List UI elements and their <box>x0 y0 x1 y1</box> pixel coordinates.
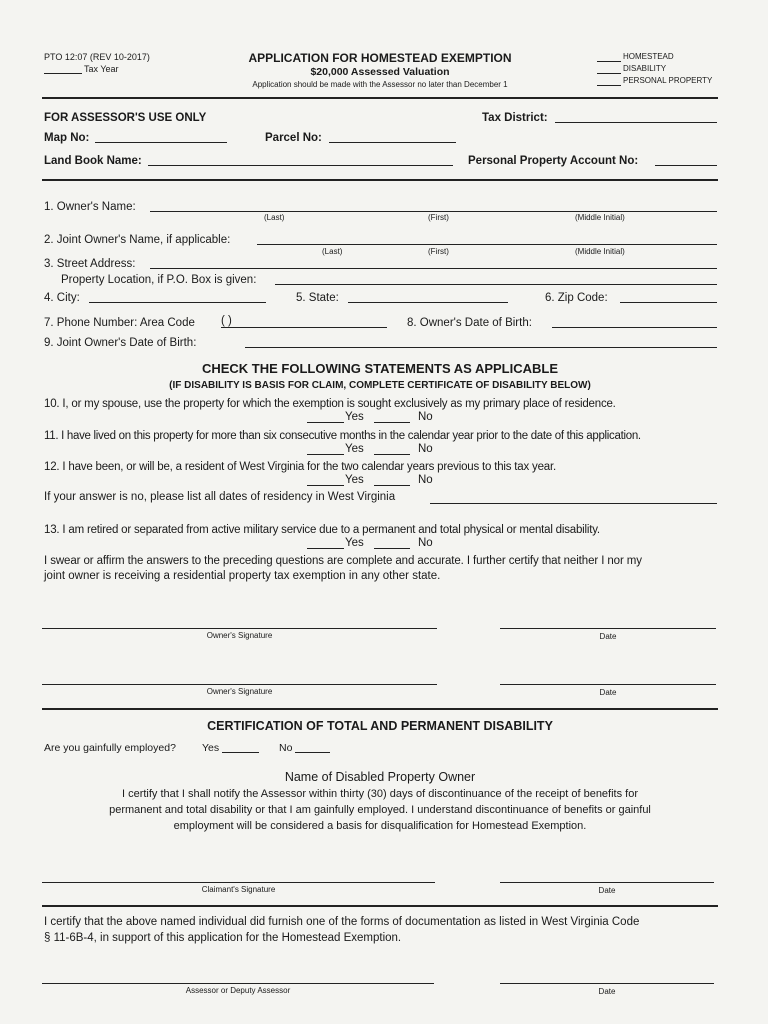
map-no-field[interactable] <box>95 142 227 143</box>
q11-yes-blank[interactable] <box>307 454 344 455</box>
divider <box>42 708 718 710</box>
assessor-signature-caption: Assessor or Deputy Assessor <box>185 986 291 995</box>
assessor-signature-line[interactable] <box>42 983 434 984</box>
q10-no-blank[interactable] <box>374 422 410 423</box>
owner-signature-line[interactable] <box>42 628 437 629</box>
assessor-date-line[interactable] <box>500 983 714 984</box>
q12-no-blank[interactable] <box>374 485 410 486</box>
no-label: No <box>418 474 433 486</box>
employed-no-blank[interactable] <box>295 752 330 753</box>
joint-owner-field[interactable] <box>257 244 717 245</box>
q10-yes-blank[interactable] <box>307 422 344 423</box>
claimant-signature-caption: Claimant's Signature <box>201 885 276 894</box>
owner-name-label: 1. Owner's Name: <box>44 201 136 213</box>
area-code-parens: ( ) <box>221 315 232 327</box>
statements-heading: CHECK THE FOLLOWING STATEMENTS AS APPLICABLE <box>201 361 559 376</box>
claimant-signature-line[interactable] <box>42 882 435 883</box>
owner-dob-label: 8. Owner's Date of Birth: <box>407 317 532 329</box>
type-homestead: HOMESTEAD <box>623 52 674 61</box>
last-caption: (Last) <box>264 213 285 222</box>
certify-text-2: permanent and total disability or that I am gainfully employed. I understand discontinuance of benefits or gainful <box>109 804 651 816</box>
pp-account-field[interactable] <box>655 165 717 166</box>
residency-field[interactable] <box>430 503 717 504</box>
tax-district-field[interactable] <box>555 122 717 123</box>
disabled-owner-name-heading: Name of Disabled Property Owner <box>284 770 476 784</box>
last-caption: (Last) <box>322 247 343 256</box>
form-subtitle: $20,000 Assessed Valuation <box>310 66 450 78</box>
zip-label: 6. Zip Code: <box>545 292 608 304</box>
form-id: PTO 12:07 (REV 10-2017) <box>44 52 150 62</box>
tax-year-blank[interactable] <box>44 73 82 74</box>
no-label: No <box>418 411 433 423</box>
parcel-no-field[interactable] <box>329 142 456 143</box>
yes-label: Yes <box>345 537 364 549</box>
phone-label: 7. Phone Number: Area Code <box>44 317 195 329</box>
joint-owner-dob-label: 9. Joint Owner's Date of Birth: <box>44 337 197 349</box>
joint-owner-dob-field[interactable] <box>245 347 717 348</box>
map-no-label: Map No: <box>44 132 90 144</box>
q13-no-blank[interactable] <box>374 548 410 549</box>
yes-label: Yes <box>345 474 364 486</box>
form-title: APPLICATION FOR HOMESTEAD EXEMPTION <box>248 51 512 65</box>
certify-text-1: I certify that I shall notify the Assessor within thirty (30) days of discontinuance of the receipt of benefits for <box>121 788 639 800</box>
state-label: 5. State: <box>296 292 339 304</box>
owner-signature-line[interactable] <box>42 684 437 685</box>
claimant-date-line[interactable] <box>500 882 714 883</box>
employed-question: Are you gainfully employed? <box>44 742 176 754</box>
residency-label: If your answer is no, please list all dates of residency in West Virginia <box>44 491 396 503</box>
street-address-field[interactable] <box>150 268 717 269</box>
street-address-label: 3. Street Address: <box>44 258 136 270</box>
employed-yes-label: Yes <box>202 742 220 754</box>
owner-name-field[interactable] <box>150 211 717 212</box>
yes-label: Yes <box>345 411 364 423</box>
owner-date-line[interactable] <box>500 684 716 685</box>
date-caption: Date <box>599 632 617 641</box>
statements-subheading: (IF DISABILITY IS BASIS FOR CLAIM, COMPLETE CERTIFICATE OF DISABILITY BELOW) <box>169 380 591 391</box>
swear-text-2: joint owner is receiving a residential property tax exemption in any other state. <box>44 570 441 582</box>
homestead-check-blank[interactable] <box>597 61 621 62</box>
zip-field[interactable] <box>620 302 717 303</box>
statement-10: 10. I, or my spouse, use the property for which the exemption is sought exclusively as my primary place of residence. <box>44 398 616 410</box>
city-label: 4. City: <box>44 292 80 304</box>
pp-account-label: Personal Property Account No: <box>468 155 639 167</box>
certify-text-3: employment will be considered a basis for disqualification for Homestead Exemption. <box>173 820 587 832</box>
form-note: Application should be made with the Assessor no later than December 1 <box>252 80 508 89</box>
divider <box>42 905 718 907</box>
land-book-label: Land Book Name: <box>44 155 142 167</box>
disability-heading: CERTIFICATION OF TOTAL AND PERMANENT DISABILITY <box>207 719 553 733</box>
disability-check-blank[interactable] <box>597 73 621 74</box>
q11-no-blank[interactable] <box>374 454 410 455</box>
state-field[interactable] <box>348 302 508 303</box>
land-book-field[interactable] <box>148 165 453 166</box>
middle-caption: (Middle Initial) <box>575 213 625 222</box>
divider <box>42 97 718 99</box>
q12-yes-blank[interactable] <box>307 485 344 486</box>
owner-signature-caption: Owner's Signature <box>206 687 273 696</box>
tax-year-label: Tax Year <box>84 64 119 74</box>
date-caption: Date <box>598 886 616 895</box>
final-certify-text-2: § 11-6B-4, in support of this application for the Homestead Exemption. <box>44 932 402 944</box>
q13-yes-blank[interactable] <box>307 548 344 549</box>
owner-date-line[interactable] <box>500 628 716 629</box>
no-label: No <box>418 537 433 549</box>
tax-district-label: Tax District: <box>482 112 548 124</box>
personal-property-check-blank[interactable] <box>597 85 621 86</box>
no-label: No <box>418 443 433 455</box>
final-certify-text-1: I certify that the above named individual did furnish one of the forms of documentation as listed in West Virginia Code <box>44 916 640 928</box>
first-caption: (First) <box>428 213 449 222</box>
statement-13: 13. I am retired or separated from active military service due to a permanent and total physical or mental disability. <box>44 524 600 536</box>
middle-caption: (Middle Initial) <box>575 247 625 256</box>
first-caption: (First) <box>428 247 449 256</box>
parcel-no-label: Parcel No: <box>265 132 322 144</box>
statement-11: 11. I have lived on this property for more than six consecutive months in the calendar year prior to the date of this application. <box>44 430 641 442</box>
joint-owner-label: 2. Joint Owner's Name, if applicable: <box>44 234 231 246</box>
yes-label: Yes <box>345 443 364 455</box>
city-field[interactable] <box>89 302 266 303</box>
divider <box>42 179 718 181</box>
property-location-field[interactable] <box>275 284 717 285</box>
type-disability: DISABILITY <box>623 64 667 73</box>
owner-dob-field[interactable] <box>552 327 717 328</box>
assessor-heading: FOR ASSESSOR'S USE ONLY <box>44 112 207 124</box>
statement-12: 12. I have been, or will be, a resident of West Virginia for the two calendar years previous to this tax year. <box>44 461 556 473</box>
date-caption: Date <box>599 688 617 697</box>
employed-no-label: No <box>279 742 293 754</box>
owner-signature-caption: Owner's Signature <box>206 631 273 640</box>
swear-text-1: I swear or affirm the answers to the preceding questions are complete and accurate. I further certify that neither I nor my <box>44 555 642 567</box>
employed-yes-blank[interactable] <box>222 752 259 753</box>
phone-field[interactable] <box>221 327 387 328</box>
date-caption: Date <box>598 987 616 996</box>
property-location-label: Property Location, if P.O. Box is given: <box>61 274 257 286</box>
type-personal-property: PERSONAL PROPERTY <box>623 76 713 85</box>
